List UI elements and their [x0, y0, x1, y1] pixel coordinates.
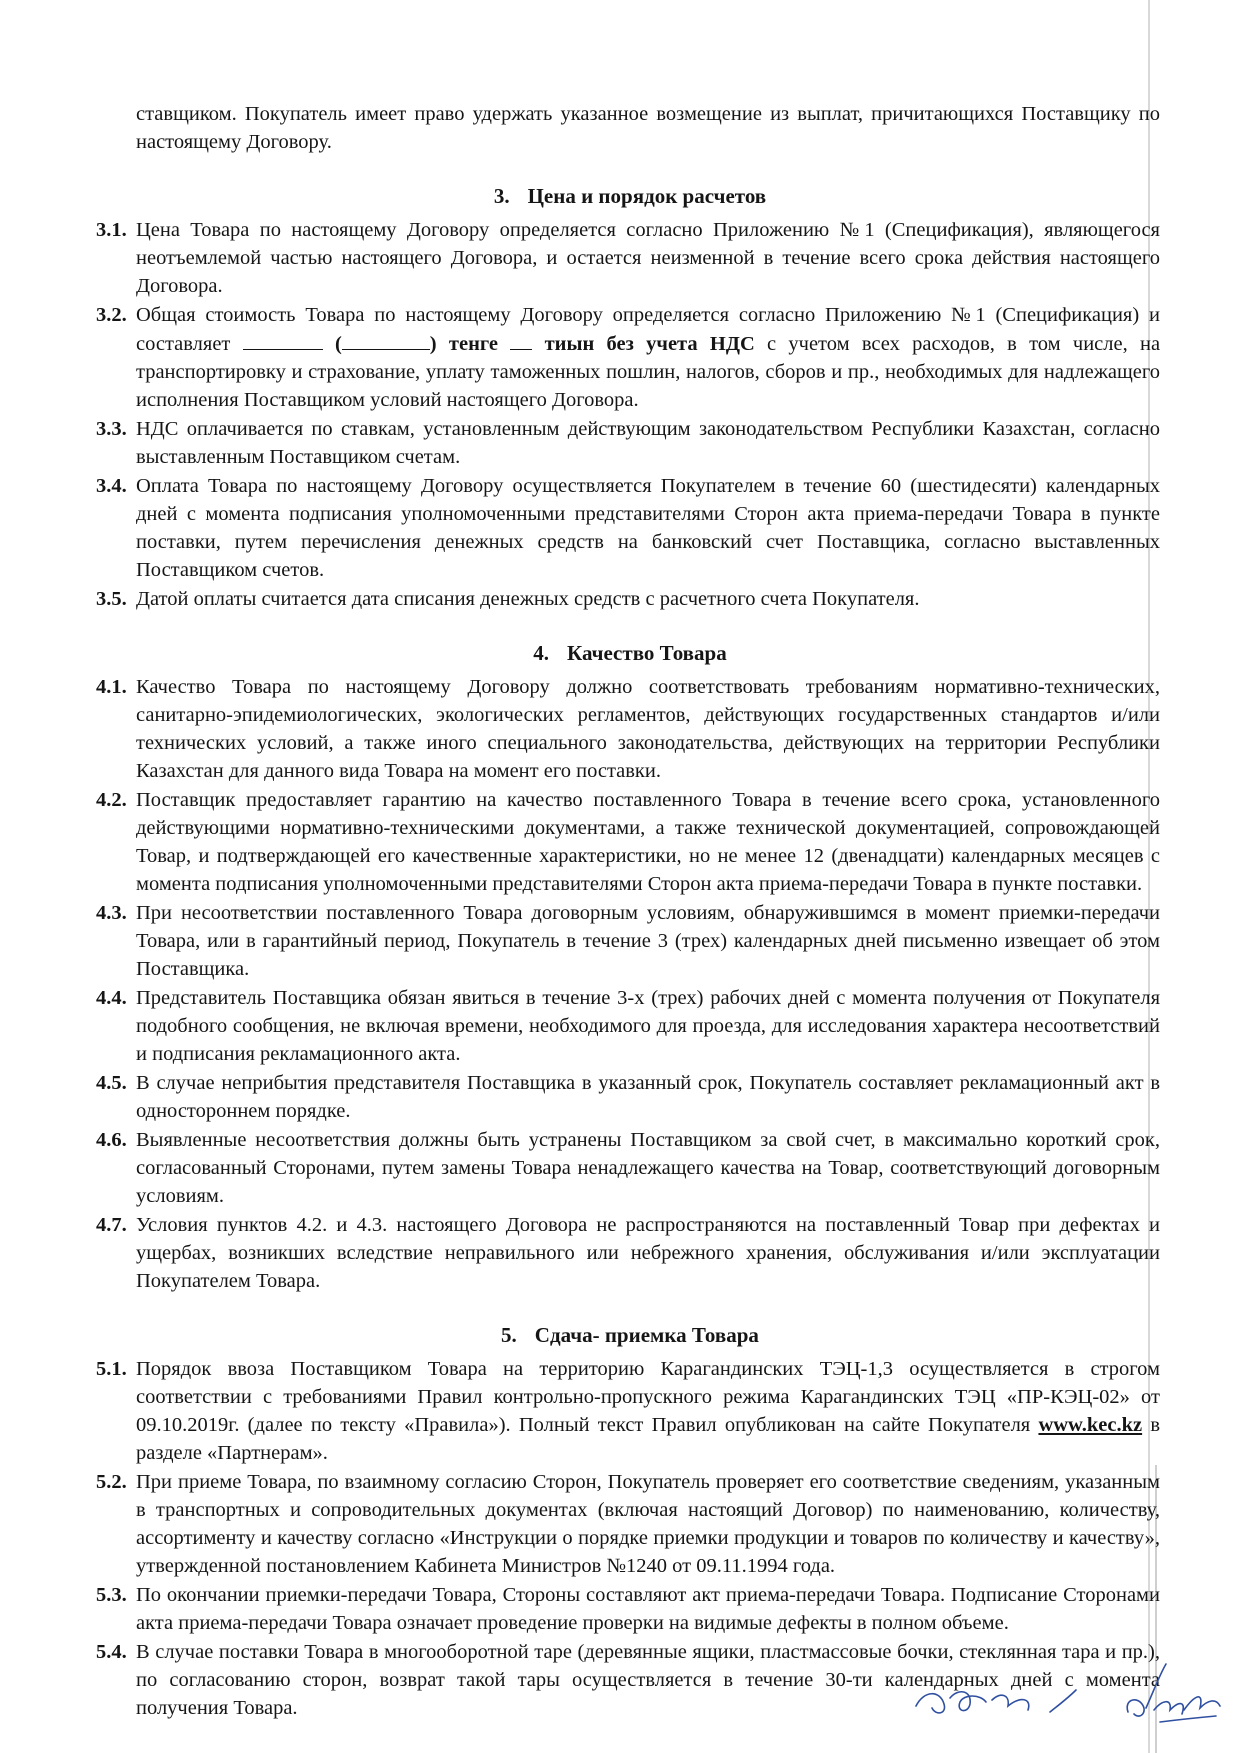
signature-initials-right: [1120, 1650, 1230, 1740]
amount-blank-field: [243, 329, 323, 350]
tiyn-blank-field: [510, 329, 532, 350]
clause-text: Выявленные несоответствия должны быть устранены Поставщиком за свой счет, в максимально короткий срок, согласованный Сторонами, путем замены Товара ненадлежащего качества на Товар, соответствующий договорным условиям.: [136, 1129, 1160, 1207]
clause-number: 4.4.: [96, 987, 127, 1009]
currency-tiyn: тиын без учета НДС: [544, 333, 755, 355]
clause-text: По окончании приемки-передачи Товара, Стороны составляют акт приема-передачи Товара. Подписание Сторонами акта приема-передачи Товара означает проведение проверки на видимые дефекты в полном объеме.: [136, 1584, 1160, 1634]
clause-3-1: [96, 216, 1160, 300]
clause-text: НДС оплачивается по ставкам, установленным действующим законодательством Республики Казахстан, согласно выставленным Поставщиком счетам.: [136, 418, 1160, 468]
clause-text: Качество Товара по настоящему Договору должно соответствовать требованиям нормативно-технических, санитарно-эпидемиологических, экологических регламентов, действующих государственных стандартов и/или технических условий, а также иного специального законодательства, действующих на территории Республики Казахстан для данного вида Товара на момент его поставки.: [136, 676, 1160, 782]
clause-number: 5.2.: [96, 1471, 127, 1493]
clause-3-3: [96, 415, 1160, 471]
clause-5-3: [96, 1581, 1160, 1637]
clause-4-7: [96, 1211, 1160, 1295]
clause-text: Условия пунктов 4.2. и 4.3. настоящего Договора не распространяются на поставленный Товар при дефектах и ущербах, возникших вследствие неправильного или небрежного хранения, обслуживания и/или эксплуатации Покупателем Товара.: [136, 1214, 1160, 1292]
clause-text: При приеме Товара, по взаимному согласию Сторон, Покупатель проверяет его соответствие сведениям, указанным в транспортных и сопроводительных документах (включая настоящий Договор) по наименованию, количеству, ассортименту и качеству согласно «Инструкции о порядке приемки продукции и товаров по количеству и качеству», утвержденной постановлением Кабинета Министров №1240 от 09.11.1994 года.: [136, 1471, 1160, 1577]
section-5-number: 5.: [501, 1323, 517, 1347]
clause-text: Общая стоимость Товара по настоящему Договору определяется согласно Приложению №1 (Спецификация) и составляет: [136, 304, 1160, 355]
amount-words-blank-field: [342, 329, 430, 350]
section-4-heading: [100, 639, 1160, 667]
clause-4-5: [96, 1069, 1160, 1125]
section-3-title: Цена и порядок расчетов: [527, 184, 767, 208]
clause-number: 3.1.: [96, 219, 127, 241]
clause-number: 4.1.: [96, 676, 127, 698]
clause-text: Поставщик предоставляет гарантию на качество поставленного Товара в течение всего срока, установленного действующими нормативно-техническими документами, а также технической документацией, сопровождающей Товар, и подтверждающей его качественные характеристики, но не менее 12 (двенадцати) календарных месяцев с момента подписания уполномоченными представителями Сторон акта приема-передачи Товара в пункте поставки.: [136, 789, 1160, 895]
clause-number: 4.2.: [96, 789, 127, 811]
clause-number: 4.7.: [96, 1214, 127, 1236]
section-4-number: 4.: [533, 641, 550, 665]
clause-text: Датой оплаты считается дата списания денежных средств с расчетного счета Покупателя.: [136, 588, 920, 610]
clause-4-1: [96, 673, 1160, 785]
section-4-title: Качество Товара: [567, 641, 727, 665]
clause-3-5: [96, 585, 1160, 613]
clause-4-3: [96, 899, 1160, 983]
clause-number: 3.2.: [96, 304, 127, 326]
section-5-title: Сдача- приемка Товара: [534, 1323, 759, 1347]
clause-text: При несоответствии поставленного Товара договорным условиям, обнаружившимся в момент приемки-передачи Товара, или в гарантийный период, Покупатель в течение 3 (трех) календарных дней письменно извещает об этом Поставщика.: [136, 902, 1160, 980]
clause-number: 3.3.: [96, 418, 127, 440]
clause-3-2: 3.2. Общая стоимость Товара по настоящему Договору определяется согласно Приложению №1 (Спецификация) и составляет ( ) тенге тиын без учета НДС с учетом всех расходов, в том числе, на транспортировку и страхование, уплату таможенных пошлин, налогов, сборов и пр., необходимых для надлежащего исполнения Поставщиком условий настоящего Договора.: [100, 301, 1160, 414]
clause-text: с учетом всех расходов, в том числе, на транспортировку и страхование, уплату таможенных пошлин, налогов, сборов и пр., необходимых для надлежащего исполнения Поставщиком условий настоящего Договора.: [136, 333, 1161, 411]
section-3-number: 3.: [493, 184, 510, 208]
clause-4-2: [96, 786, 1160, 898]
clause-number: 4.6.: [96, 1129, 127, 1151]
clause-text: Цена Товара по настоящему Договору определяется согласно Приложению №1 (Спецификация), являющегося неотъемлемой частью настоящего Договора, и остается неизменной в течение всего срока действия настоящего Договора.: [136, 219, 1160, 297]
clause-text: В случае неприбытия представителя Поставщика в указанный срок, Покупатель составляет рекламационный акт в одностороннем порядке.: [136, 1072, 1160, 1122]
clause-text: в разделе «Партнерам».: [136, 1414, 1160, 1464]
clause-number: 3.4.: [96, 475, 127, 497]
clause-number: 5.4.: [96, 1641, 127, 1663]
clause-4-6: [96, 1126, 1160, 1210]
clause-5-2: [96, 1468, 1160, 1580]
clause-5-1: [96, 1355, 1160, 1467]
clause-number: 5.3.: [96, 1584, 127, 1606]
clause-number: 4.5.: [96, 1072, 127, 1094]
clause-4-4: [96, 984, 1160, 1068]
currency-tenge: тенге: [448, 333, 499, 355]
clause-3-4: [96, 472, 1160, 584]
clause-number: 4.3.: [96, 902, 127, 924]
document-body: [96, 100, 1161, 1723]
clause-number: 5.1.: [96, 1358, 127, 1380]
clause-text: В случае поставки Товара в многооборотной таре (деревянные ящики, пластмассовые бочки, стеклянная тара и пр.), по согласованию сторон, возврат такой тары осуществляется в течение 30-ти календарных дней с момента получения Товара.: [136, 1641, 1160, 1719]
section-3-heading: [100, 182, 1160, 210]
signature-initials-left: [910, 1668, 1080, 1728]
clause-number: 3.5.: [96, 588, 127, 610]
website-link[interactable]: www.kec.kz: [1038, 1414, 1143, 1436]
intro-paragraph: ставщиком. Покупатель имеет право удержать указанное возмещение из выплат, причитающихся Поставщику по настоящему Договору.: [136, 103, 1160, 153]
clause-text: Представитель Поставщика обязан явиться в течение 3-х (трех) рабочих дней с момента получения от Покупателя подобного сообщения, не включая времени, необходимого для проезда, для исследования характера несоответствий и подписания рекламационного акта.: [136, 987, 1160, 1065]
clause-text: Порядок ввоза Поставщиком Товара на территорию Карагандинских ТЭЦ-1,3 осуществляется в строгом соответствии с требованиями Правил контрольно-пропускного режима Карагандинских ТЭЦ «ПР-КЭЦ-02» от 09.10.2019г. (далее по тексту «Правила»). Полный текст Правил опубликован на сайте Покупателя: [136, 1358, 1160, 1436]
clause-text: Оплата Товара по настоящему Договору осуществляется Покупателем в течение 60 (шестидесяти) календарных дней с момента подписания уполномоченными представителями Сторон акта приема-передачи Товара в пункте поставки, путем перечисления денежных средств на банковский счет Поставщика, согласно выставленных Поставщиком счетов.: [136, 475, 1160, 581]
section-5-heading: [100, 1321, 1160, 1349]
